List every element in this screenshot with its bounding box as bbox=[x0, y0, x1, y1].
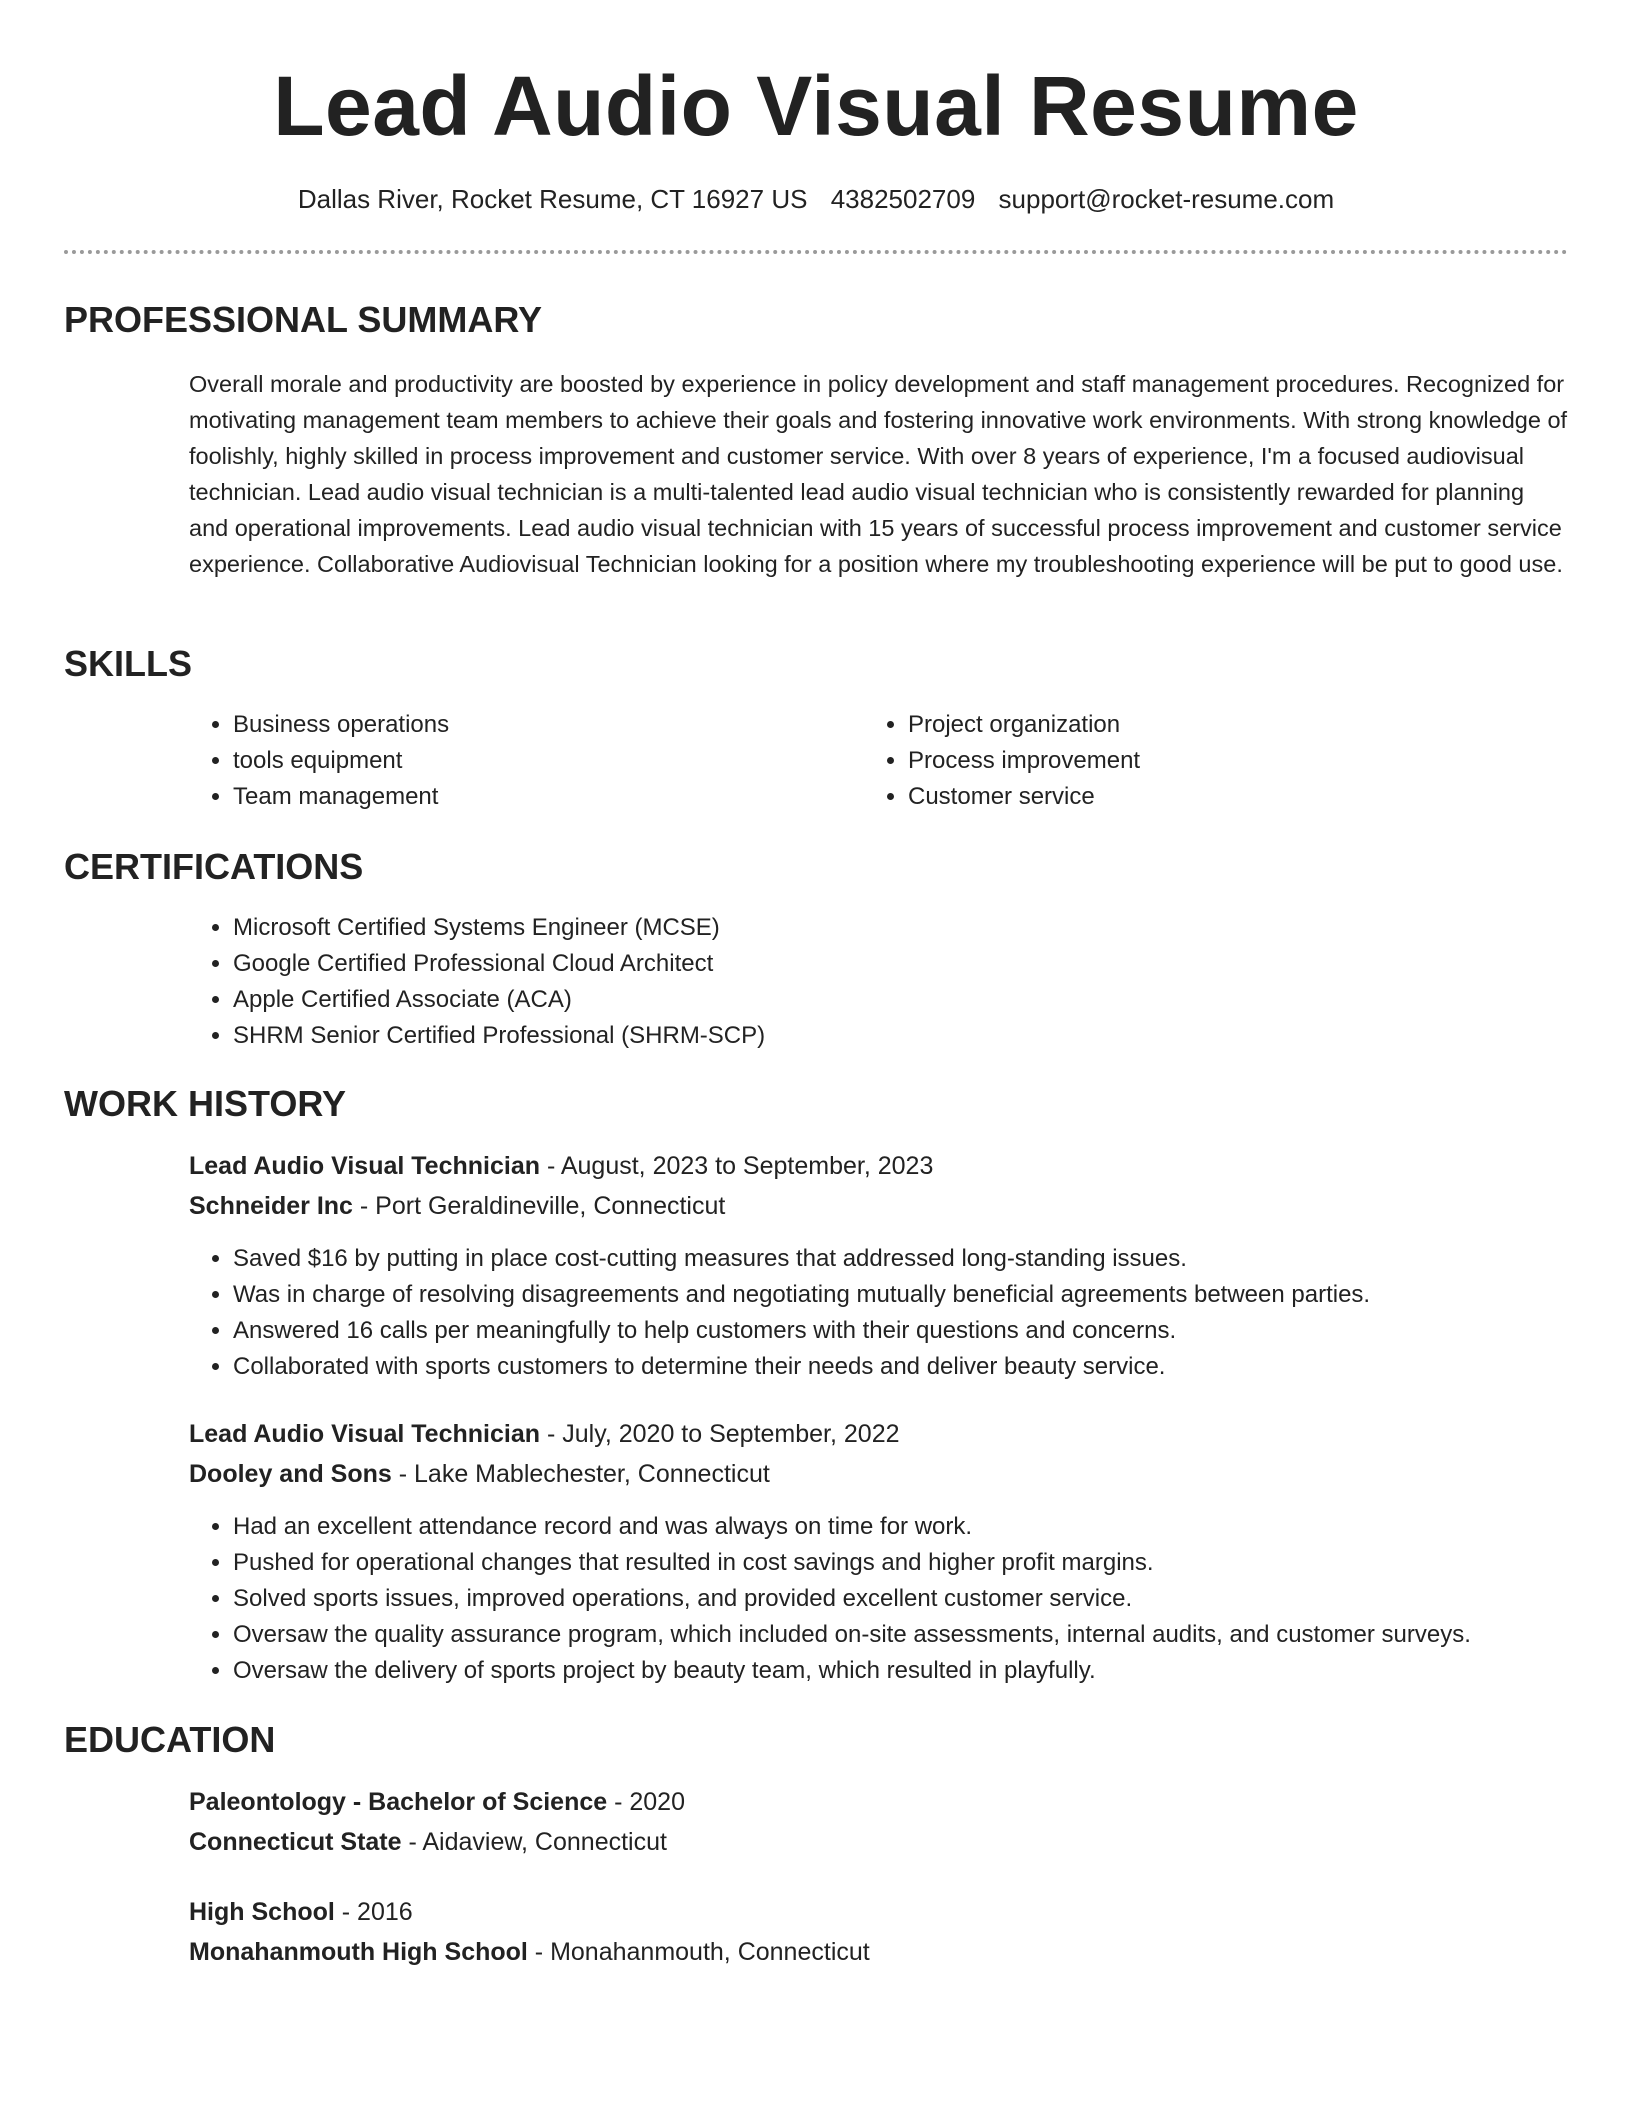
list-item: • Project organization bbox=[908, 707, 1528, 743]
list-item: • Google Certified Professional Cloud Architect bbox=[233, 946, 1533, 982]
education-school: Monahanmouth High School bbox=[189, 1938, 528, 1966]
education-year: - 2020 bbox=[607, 1788, 685, 1816]
work-history-heading: WORK HISTORY bbox=[64, 1083, 347, 1124]
skills-heading: SKILLS bbox=[64, 643, 193, 684]
job-company: Dooley and Sons bbox=[189, 1460, 392, 1488]
education-1-school-line bbox=[189, 1824, 667, 1860]
list-item: • Team management bbox=[233, 779, 853, 815]
job-role: Lead Audio Visual Technician bbox=[189, 1152, 541, 1180]
list-item: • Microsoft Certified Systems Engineer (MCSE) bbox=[233, 910, 1533, 946]
list-item: • Apple Certified Associate (ACA) bbox=[233, 982, 1533, 1018]
list-item: • Saved $16 by putting in place cost-cutting measures that addressed long-standing issues. bbox=[233, 1241, 1613, 1277]
education-2-degree-line bbox=[189, 1894, 413, 1930]
list-item: • Pushed for operational changes that resulted in cost savings and higher profit margins. bbox=[233, 1545, 1632, 1581]
list-item: • Oversaw the quality assurance program, which included on-site assessments, internal audits, and customer surveys. bbox=[233, 1617, 1632, 1653]
skills-list-left bbox=[189, 707, 853, 815]
summary-text: Overall morale and productivity are boosted by experience in policy development and staff management procedures. Recognized for motivating management team members to achieve their goals and fostering innovative work environments. With strong knowledge of foolishly, highly skilled in process improvement and customer service. With over 8 years of experience, I'm a focused audiovisual technician. Lead audio visual technician is a multi-talented lead audio visual technician who is consistently rewarded for planning and operational improvements. Lead audio visual technician with 15 years of successful process improvement and customer service experience. Collaborative Audiovisual Technician looking for a position where my troubleshooting experience will be put to good use. bbox=[189, 371, 1568, 577]
list-item: • Process improvement bbox=[908, 743, 1528, 779]
education-location: - Monahanmouth, Connecticut bbox=[527, 1938, 870, 1966]
education-1-degree-line bbox=[189, 1784, 685, 1820]
job-2-title-line bbox=[189, 1416, 900, 1452]
contact-address: Dallas River, Rocket Resume, CT 16927 US bbox=[297, 184, 808, 214]
list-item: • Business operations bbox=[233, 707, 853, 743]
list-item: • Customer service bbox=[908, 779, 1528, 815]
job-1-company-line bbox=[189, 1188, 725, 1224]
job-location: - Lake Mablechester, Connecticut bbox=[391, 1460, 770, 1488]
list-item: • tools equipment bbox=[233, 743, 853, 779]
education-location: - Aidaview, Connecticut bbox=[401, 1828, 667, 1856]
certifications-list bbox=[189, 910, 1533, 1054]
list-item: • SHRM Senior Certified Professional (SHRM-SCP) bbox=[233, 1018, 1533, 1054]
education-year: - 2016 bbox=[334, 1898, 413, 1926]
contact-phone: 4382502709 bbox=[830, 184, 976, 214]
job-2-company-line bbox=[189, 1456, 770, 1492]
education-heading: EDUCATION bbox=[64, 1719, 276, 1760]
list-item: • Solved sports issues, improved operations, and provided excellent customer service. bbox=[233, 1581, 1632, 1617]
job-1-title-line bbox=[189, 1148, 933, 1184]
contact-email: support@rocket-resume.com bbox=[998, 184, 1335, 214]
job-dates: - August, 2023 to September, 2023 bbox=[540, 1152, 934, 1180]
header-divider bbox=[64, 250, 1568, 254]
list-item: • Answered 16 calls per meaningfully to help customers with their questions and concerns. bbox=[233, 1313, 1613, 1349]
job-1-bullets bbox=[189, 1241, 1613, 1385]
education-2-school-line bbox=[189, 1934, 870, 1970]
job-dates: - July, 2020 to September, 2022 bbox=[540, 1420, 900, 1448]
skills-list-right bbox=[864, 707, 1528, 815]
job-role: Lead Audio Visual Technician bbox=[189, 1420, 541, 1448]
list-item: • Had an excellent attendance record and was always on time for work. bbox=[233, 1509, 1632, 1545]
education-degree: High School bbox=[189, 1898, 335, 1926]
list-item: • Oversaw the delivery of sports project by beauty team, which resulted in playfully. bbox=[233, 1653, 1632, 1689]
summary-heading: PROFESSIONAL SUMMARY bbox=[64, 299, 543, 340]
education-school: Connecticut State bbox=[189, 1828, 402, 1856]
job-2-bullets bbox=[189, 1509, 1632, 1689]
list-item: • Collaborated with sports customers to determine their needs and deliver beauty service. bbox=[233, 1349, 1613, 1385]
contact-line bbox=[0, 182, 1632, 216]
job-company: Schneider Inc bbox=[189, 1192, 353, 1220]
certifications-heading: CERTIFICATIONS bbox=[64, 846, 364, 887]
job-location: - Port Geraldineville, Connecticut bbox=[352, 1192, 726, 1220]
education-degree: Paleontology - Bachelor of Science bbox=[189, 1788, 608, 1816]
list-item: • Was in charge of resolving disagreements and negotiating mutually beneficial agreements between parties. bbox=[233, 1277, 1613, 1313]
resume-title: Lead Audio Visual Resume bbox=[273, 59, 1359, 153]
